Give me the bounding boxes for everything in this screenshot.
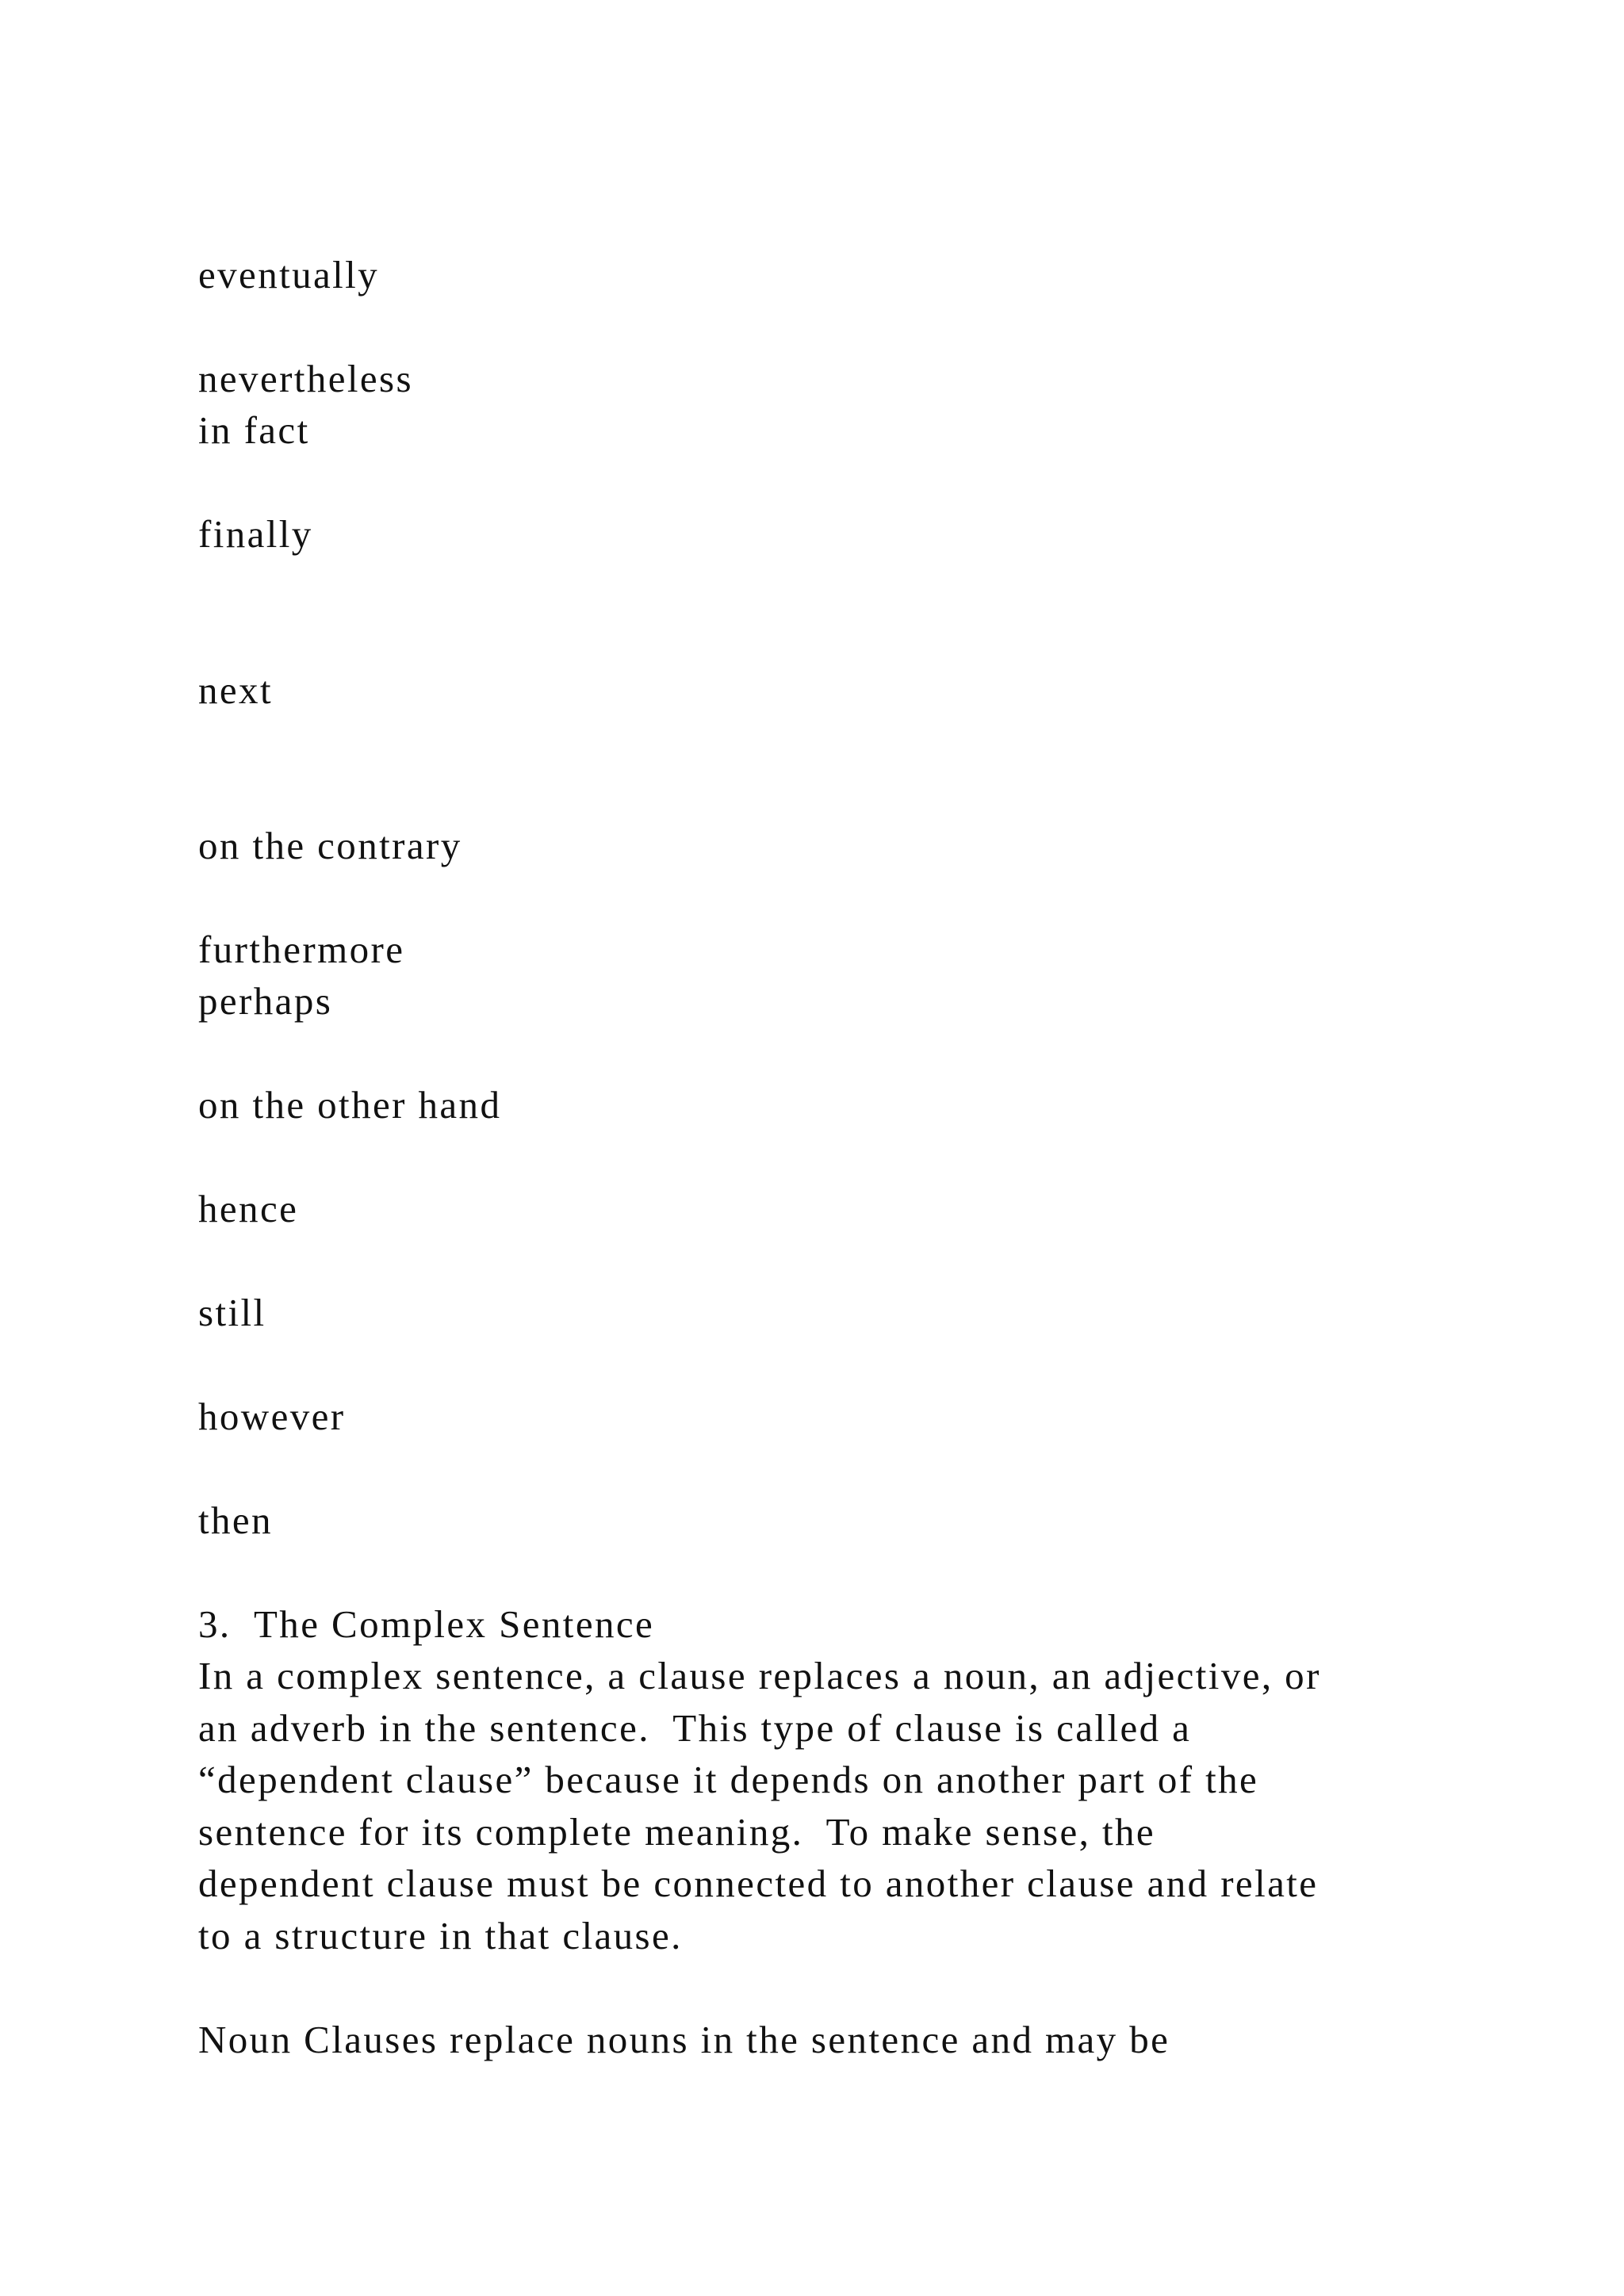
paragraph-line: In a complex sentence, a clause replaces a noun, an adjective, or (198, 1654, 1321, 1697)
paragraph-line: dependent clause must be connected to another clause and relate (198, 1862, 1319, 1905)
paragraph-line: “dependent clause” because it depends on another part of the (198, 1758, 1259, 1801)
word-furthermore: furthermore (198, 928, 405, 971)
paragraph-line: Noun Clauses replace nouns in the sentence and may be (198, 2018, 1170, 2061)
paragraph-line: an adverb in the sentence. This type of clause is called a (198, 1706, 1192, 1750)
word-on-the-contrary: on the contrary (198, 824, 462, 867)
paragraph-line: to a structure in that clause. (198, 1914, 683, 1957)
word-perhaps: perhaps (198, 979, 333, 1023)
word-finally: finally (198, 512, 313, 556)
word-on-the-other-hand: on the other hand (198, 1083, 502, 1127)
paragraph-line: sentence for its complete meaning. To make sense, the (198, 1810, 1156, 1854)
word-hence: hence (198, 1187, 299, 1230)
word-in-fact: in fact (198, 408, 310, 452)
word-next: next (198, 668, 273, 712)
word-still: still (198, 1291, 266, 1334)
section-heading: 3. The Complex Sentence (198, 1602, 655, 1646)
word-then: then (198, 1498, 273, 1542)
word-however: however (198, 1395, 346, 1438)
word-nevertheless: nevertheless (198, 357, 413, 400)
word-eventually: eventually (198, 253, 380, 297)
